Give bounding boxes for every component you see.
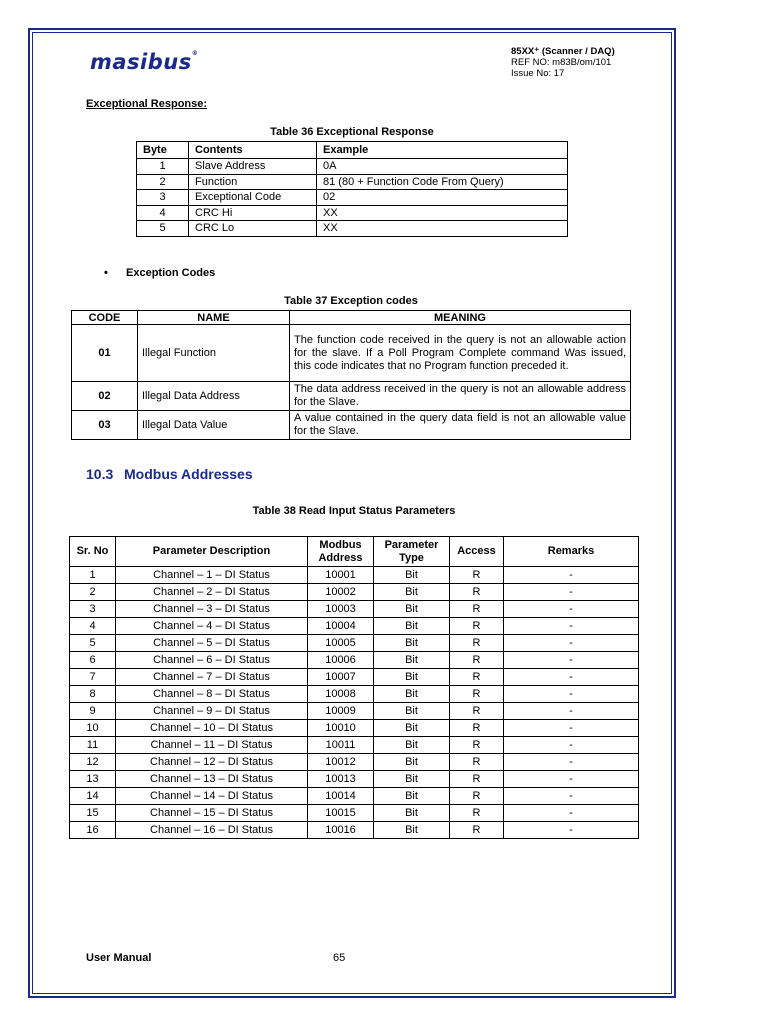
table-cell: 16 <box>70 822 116 839</box>
table-cell: 10003 <box>308 601 374 618</box>
column-header: Contents <box>189 142 317 159</box>
table-cell: Channel – 11 – DI Status <box>116 737 308 754</box>
issue-number: Issue No: 17 <box>511 68 565 79</box>
table-cell: 2 <box>70 584 116 601</box>
table-row <box>70 618 639 635</box>
table-cell: R <box>450 720 504 737</box>
table-cell: 3 <box>137 190 189 206</box>
table-cell: R <box>450 686 504 703</box>
table-row <box>70 720 639 737</box>
table-row <box>137 174 568 190</box>
table-row <box>70 737 639 754</box>
table-cell: - <box>504 669 639 686</box>
table-cell: Bit <box>374 771 450 788</box>
table-cell: 7 <box>70 669 116 686</box>
column-header: Remarks <box>504 537 639 567</box>
table-row <box>70 635 639 652</box>
table-cell: CRC Hi <box>189 205 317 221</box>
table-cell: 9 <box>70 703 116 720</box>
table-cell: Channel – 4 – DI Status <box>116 618 308 635</box>
table-cell: 3 <box>70 601 116 618</box>
table-cell: - <box>504 737 639 754</box>
table-cell: - <box>504 720 639 737</box>
footer-label: User Manual <box>86 952 152 964</box>
table-cell: R <box>450 754 504 771</box>
table-cell: R <box>450 584 504 601</box>
table-cell: Bit <box>374 652 450 669</box>
table-cell: 02 <box>317 190 568 206</box>
table-cell: Function <box>189 174 317 190</box>
column-header: NAME <box>138 311 290 325</box>
table-cell: Channel – 10 – DI Status <box>116 720 308 737</box>
table-row <box>137 205 568 221</box>
table-cell: 10009 <box>308 703 374 720</box>
table-cell: Slave Address <box>189 159 317 175</box>
table-cell: - <box>504 771 639 788</box>
table-cell: XX <box>317 221 568 237</box>
table38-caption: Table 38 Read Input Status Parameters <box>252 505 456 517</box>
section-number: 10.3 <box>86 466 114 482</box>
header-row <box>72 311 631 325</box>
table-cell: 10011 <box>308 737 374 754</box>
table-cell: Bit <box>374 669 450 686</box>
table-row <box>70 686 639 703</box>
table-cell: 5 <box>137 221 189 237</box>
registered-mark: ® <box>191 50 199 57</box>
table-cell: 10002 <box>308 584 374 601</box>
column-header: CODE <box>72 311 138 325</box>
table-cell: R <box>450 601 504 618</box>
table-cell: 10001 <box>308 567 374 584</box>
table-cell: Channel – 2 – DI Status <box>116 584 308 601</box>
table-row <box>70 822 639 839</box>
table-row <box>72 382 631 411</box>
table-cell: Bit <box>374 703 450 720</box>
table-cell: 10006 <box>308 652 374 669</box>
table-cell: 14 <box>70 788 116 805</box>
table-cell: 01 <box>72 325 138 382</box>
table-cell: 10016 <box>308 822 374 839</box>
table-row <box>137 159 568 175</box>
table-row <box>70 788 639 805</box>
table-cell: R <box>450 822 504 839</box>
table-cell: Bit <box>374 601 450 618</box>
table-cell: R <box>450 703 504 720</box>
table-cell: - <box>504 618 639 635</box>
table-row <box>70 584 639 601</box>
table-cell: Bit <box>374 788 450 805</box>
reference-number: REF NO: m83B/om/101 <box>511 57 612 68</box>
table-cell: 10 <box>70 720 116 737</box>
section-heading <box>86 466 253 482</box>
bullet-dot: • <box>104 267 108 279</box>
table-cell: Illegal Data Value <box>138 411 290 440</box>
table-row <box>70 652 639 669</box>
table-cell: Channel – 1 – DI Status <box>116 567 308 584</box>
table-cell: 2 <box>137 174 189 190</box>
table-cell: Bit <box>374 754 450 771</box>
exception-codes-label: Exception Codes <box>126 267 216 279</box>
table-cell: 10014 <box>308 788 374 805</box>
table-row <box>137 190 568 206</box>
table-row <box>70 669 639 686</box>
table-row <box>70 805 639 822</box>
table-cell: 02 <box>72 382 138 411</box>
exceptional-response-table <box>136 141 568 237</box>
product-name: 85XX⁺ (Scanner / DAQ) <box>511 46 615 57</box>
table-cell: Bit <box>374 635 450 652</box>
table-cell: R <box>450 771 504 788</box>
column-header: Access <box>450 537 504 567</box>
column-header: Byte <box>137 142 189 159</box>
page-number: 65 <box>333 952 346 964</box>
read-input-status-table <box>69 536 639 839</box>
table-cell: 8 <box>70 686 116 703</box>
table-cell: 1 <box>137 159 189 175</box>
table-cell: Channel – 3 – DI Status <box>116 601 308 618</box>
table-row <box>70 754 639 771</box>
table-row <box>70 703 639 720</box>
table36-caption: Table 36 Exceptional Response <box>270 126 434 138</box>
table-cell: Illegal Function <box>138 325 290 382</box>
table-cell: Channel – 16 – DI Status <box>116 822 308 839</box>
column-header: Example <box>317 142 568 159</box>
table-cell: R <box>450 788 504 805</box>
table-cell: Exceptional Code <box>189 190 317 206</box>
column-header: MEANING <box>290 311 631 325</box>
table-cell: A value contained in the query data field is not an allowable value for the Slave. <box>290 411 631 440</box>
table-row <box>70 567 639 584</box>
table-cell: - <box>504 788 639 805</box>
table-cell: - <box>504 652 639 669</box>
table-cell: CRC Lo <box>189 221 317 237</box>
table-cell: - <box>504 822 639 839</box>
table-cell: - <box>504 805 639 822</box>
table-cell: Channel – 14 – DI Status <box>116 788 308 805</box>
table-cell: 13 <box>70 771 116 788</box>
table-cell: The function code received in the query is not an allowable action for the slave. If a Poll Program Complete command Was issued, this code indicates that no Program function preceded it. <box>290 325 631 382</box>
table-cell: R <box>450 618 504 635</box>
table-cell: Bit <box>374 822 450 839</box>
table-cell: Channel – 15 – DI Status <box>116 805 308 822</box>
table-cell: Bit <box>374 567 450 584</box>
table-cell: 4 <box>70 618 116 635</box>
header-row <box>70 537 639 567</box>
table-cell: 10010 <box>308 720 374 737</box>
table-cell: R <box>450 805 504 822</box>
table-cell: 10008 <box>308 686 374 703</box>
column-header: Parameter Type <box>374 537 450 567</box>
column-header: Modbus Address <box>308 537 374 567</box>
table-cell: Channel – 8 – DI Status <box>116 686 308 703</box>
table-cell: Channel – 5 – DI Status <box>116 635 308 652</box>
table-cell: R <box>450 669 504 686</box>
table-cell: Bit <box>374 737 450 754</box>
table-cell: Bit <box>374 584 450 601</box>
table-cell: XX <box>317 205 568 221</box>
table-cell: - <box>504 703 639 720</box>
table-cell: 03 <box>72 411 138 440</box>
table-row <box>70 601 639 618</box>
table-cell: 4 <box>137 205 189 221</box>
table-cell: - <box>504 601 639 618</box>
table-row <box>72 411 631 440</box>
exceptional-response-heading: Exceptional Response: <box>86 98 208 110</box>
table-cell: Channel – 6 – DI Status <box>116 652 308 669</box>
table-cell: Channel – 7 – DI Status <box>116 669 308 686</box>
table-cell: R <box>450 652 504 669</box>
table-cell: Bit <box>374 805 450 822</box>
table-cell: - <box>504 635 639 652</box>
table-cell: 10005 <box>308 635 374 652</box>
table-cell: 15 <box>70 805 116 822</box>
table-cell: Bit <box>374 720 450 737</box>
table-cell: 10004 <box>308 618 374 635</box>
table-cell: 81 (80 + Function Code From Query) <box>317 174 568 190</box>
table-cell: 0A <box>317 159 568 175</box>
table-row <box>137 221 568 237</box>
header-row <box>137 142 568 159</box>
section-title: Modbus Addresses <box>124 466 253 482</box>
table37-caption: Table 37 Exception codes <box>284 295 418 307</box>
table-cell: Bit <box>374 618 450 635</box>
table-cell: 10013 <box>308 771 374 788</box>
table-cell: R <box>450 635 504 652</box>
table-cell: 5 <box>70 635 116 652</box>
table-cell: Illegal Data Address <box>138 382 290 411</box>
exception-codes-table <box>71 310 631 440</box>
masibus-logo <box>90 50 198 74</box>
table-cell: R <box>450 567 504 584</box>
table-cell: 12 <box>70 754 116 771</box>
column-header: Parameter Description <box>116 537 308 567</box>
table-cell: - <box>504 567 639 584</box>
table-cell: Channel – 9 – DI Status <box>116 703 308 720</box>
table-row <box>72 325 631 382</box>
exception-codes-bullet <box>104 267 215 279</box>
table-cell: 1 <box>70 567 116 584</box>
table-cell: The data address received in the query is not an allowable address for the Slave. <box>290 382 631 411</box>
table-cell: 6 <box>70 652 116 669</box>
table-cell: - <box>504 686 639 703</box>
table-cell: Channel – 13 – DI Status <box>116 771 308 788</box>
table-cell: - <box>504 754 639 771</box>
table-cell: - <box>504 584 639 601</box>
column-header: Sr. No <box>70 537 116 567</box>
table-row <box>70 771 639 788</box>
table-cell: R <box>450 737 504 754</box>
logo-text: masibus <box>90 50 192 74</box>
table-cell: Bit <box>374 686 450 703</box>
table-cell: 10007 <box>308 669 374 686</box>
table-cell: 10015 <box>308 805 374 822</box>
table-cell: 10012 <box>308 754 374 771</box>
document-info <box>511 46 615 79</box>
table-cell: 11 <box>70 737 116 754</box>
table-cell: Channel – 12 – DI Status <box>116 754 308 771</box>
